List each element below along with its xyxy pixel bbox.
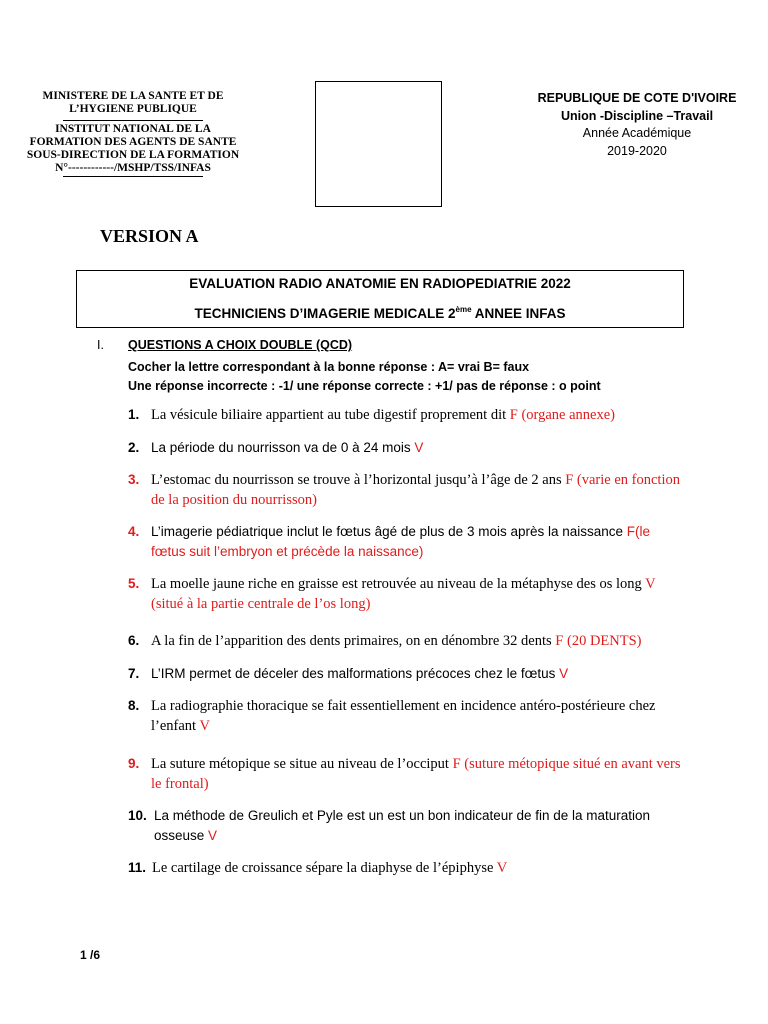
republic-name: REPUBLIQUE DE COTE D'IVOIRE (537, 91, 737, 105)
question-answer: V (199, 718, 210, 734)
question-answer: F (20 DENTS) (555, 633, 642, 649)
question-number: 10. (128, 808, 147, 823)
question-text-wrap (128, 754, 688, 794)
question-text-wrap (128, 470, 688, 510)
question-item (128, 806, 688, 846)
question-number: 3. (128, 472, 140, 487)
question-answer: V (496, 860, 508, 876)
question-text-wrap (128, 696, 688, 736)
ministry-line: MINISTERE DE LA SANTE ET DE (42, 90, 224, 102)
question-number: 8. (128, 698, 140, 713)
question-item (128, 631, 688, 651)
question-text: A la fin de l’apparition des dents primaires, on en dénombre 32 dents (151, 633, 556, 649)
republic-header (530, 90, 744, 160)
question-item (128, 696, 688, 736)
divider (63, 176, 203, 177)
question-text: Le cartilage de croissance sépare la diaphyse de l’épiphyse (152, 860, 497, 876)
question-answer: V (situé à la partie centrale de l’os long) (151, 576, 656, 612)
question-text: L’IRM permet de déceler des malformations précoces chez le fœtus (151, 666, 560, 681)
section-heading (97, 338, 352, 352)
question-number: 4. (128, 524, 140, 539)
question-number: 5. (128, 576, 140, 591)
question-item (128, 470, 688, 510)
question-number: 1. (128, 407, 140, 422)
institute-line: N°------------/MSHP/TSS/INFAS (55, 162, 211, 174)
question-text-wrap (128, 522, 688, 562)
motto: Union -Discipline –Travail (560, 108, 714, 123)
question-text: L’imagerie pédiatrique inclut le fœtus âgé de plus de 3 mois après la naissance (151, 524, 627, 539)
section-title: QUESTIONS A CHOIX DOUBLE (QCD) (128, 338, 353, 352)
question-number: 7. (128, 666, 140, 681)
divider (63, 120, 203, 121)
question-text: La moelle jaune riche en graisse est retrouvée au niveau de la métaphyse des os long (151, 576, 646, 592)
instructions (128, 358, 601, 396)
question-text-wrap (128, 858, 688, 878)
question-item (128, 405, 688, 425)
question-number: 11. (128, 860, 147, 875)
question-text: La période du nourrisson va de 0 à 24 mois (151, 440, 415, 455)
title-superscript: ème (455, 305, 472, 314)
question-text-wrap (128, 806, 688, 846)
question-text: La méthode de Greulich et Pyle est un est un bon indicateur de fin de la maturation osseuse (154, 808, 651, 843)
question-text-wrap (128, 405, 688, 425)
institute-line: SOUS-DIRECTION DE LA FORMATION (26, 149, 240, 161)
question-answer: V (559, 666, 569, 681)
ministry-line: L’HYGIENE PUBLIQUE (69, 103, 197, 115)
ministry-header (22, 90, 244, 177)
question-text: La radiographie thoracique se fait essentiellement en incidence antéro-postérieure chez l’enfant (151, 698, 656, 734)
question-item (128, 574, 688, 614)
question-item (128, 522, 688, 562)
institute-line: FORMATION DES AGENTS DE SANTE (29, 136, 237, 148)
section-number: I. (97, 338, 104, 352)
question-number: 6. (128, 633, 140, 648)
academic-year-label: Année Académique (582, 126, 692, 140)
title-line-1: EVALUATION RADIO ANATOMIE EN RADIOPEDIATRIE 2022 (189, 276, 571, 291)
question-text-wrap (128, 574, 688, 614)
title-line-2-post: ANNEE INFAS (471, 306, 566, 321)
question-answer: F (organe annexe) (509, 407, 615, 423)
title-line-2-pre: TECHNICIENS D’IMAGERIE MEDICALE 2 (194, 306, 456, 321)
question-text: L’estomac du nourrisson se trouve à l’horizontal jusqu’à l’âge de 2 ans (151, 472, 566, 488)
question-answer: V (414, 440, 424, 455)
title-box (76, 270, 684, 328)
question-answer: F (varie en fonction de la position du nourrisson) (151, 472, 680, 508)
instruction-line-1: Cocher la lettre correspondant à la bonne réponse : A= vrai B= faux (128, 360, 530, 374)
question-item (128, 754, 688, 794)
page-number: 1 /6 (80, 948, 101, 962)
academic-year: 2019-2020 (607, 143, 667, 158)
title-line-2 (77, 305, 683, 321)
question-item (128, 858, 688, 878)
question-item (128, 664, 688, 684)
question-number: 9. (128, 756, 140, 771)
question-text-wrap (128, 631, 688, 651)
instruction-line-2: Une réponse incorrecte : -1/ une réponse correcte : +1/ pas de réponse : o point (128, 379, 601, 393)
question-number: 2. (128, 440, 140, 455)
question-item (128, 438, 688, 458)
institute-line: INSTITUT NATIONAL DE LA (55, 123, 211, 135)
photo-box (315, 81, 442, 207)
question-answer: V (208, 828, 218, 843)
question-text: La suture métopique se situe au niveau de l’occiput (151, 756, 453, 772)
question-text-wrap (128, 438, 688, 458)
question-text: La vésicule biliaire appartient au tube digestif proprement dit (151, 407, 510, 423)
question-text-wrap (128, 664, 688, 684)
question-answer: F (suture métopique situé en avant vers le frontal) (151, 756, 681, 792)
version-label: VERSION A (100, 226, 199, 246)
question-answer: F(le fœtus suit l’embryon et précède la naissance) (151, 524, 651, 559)
